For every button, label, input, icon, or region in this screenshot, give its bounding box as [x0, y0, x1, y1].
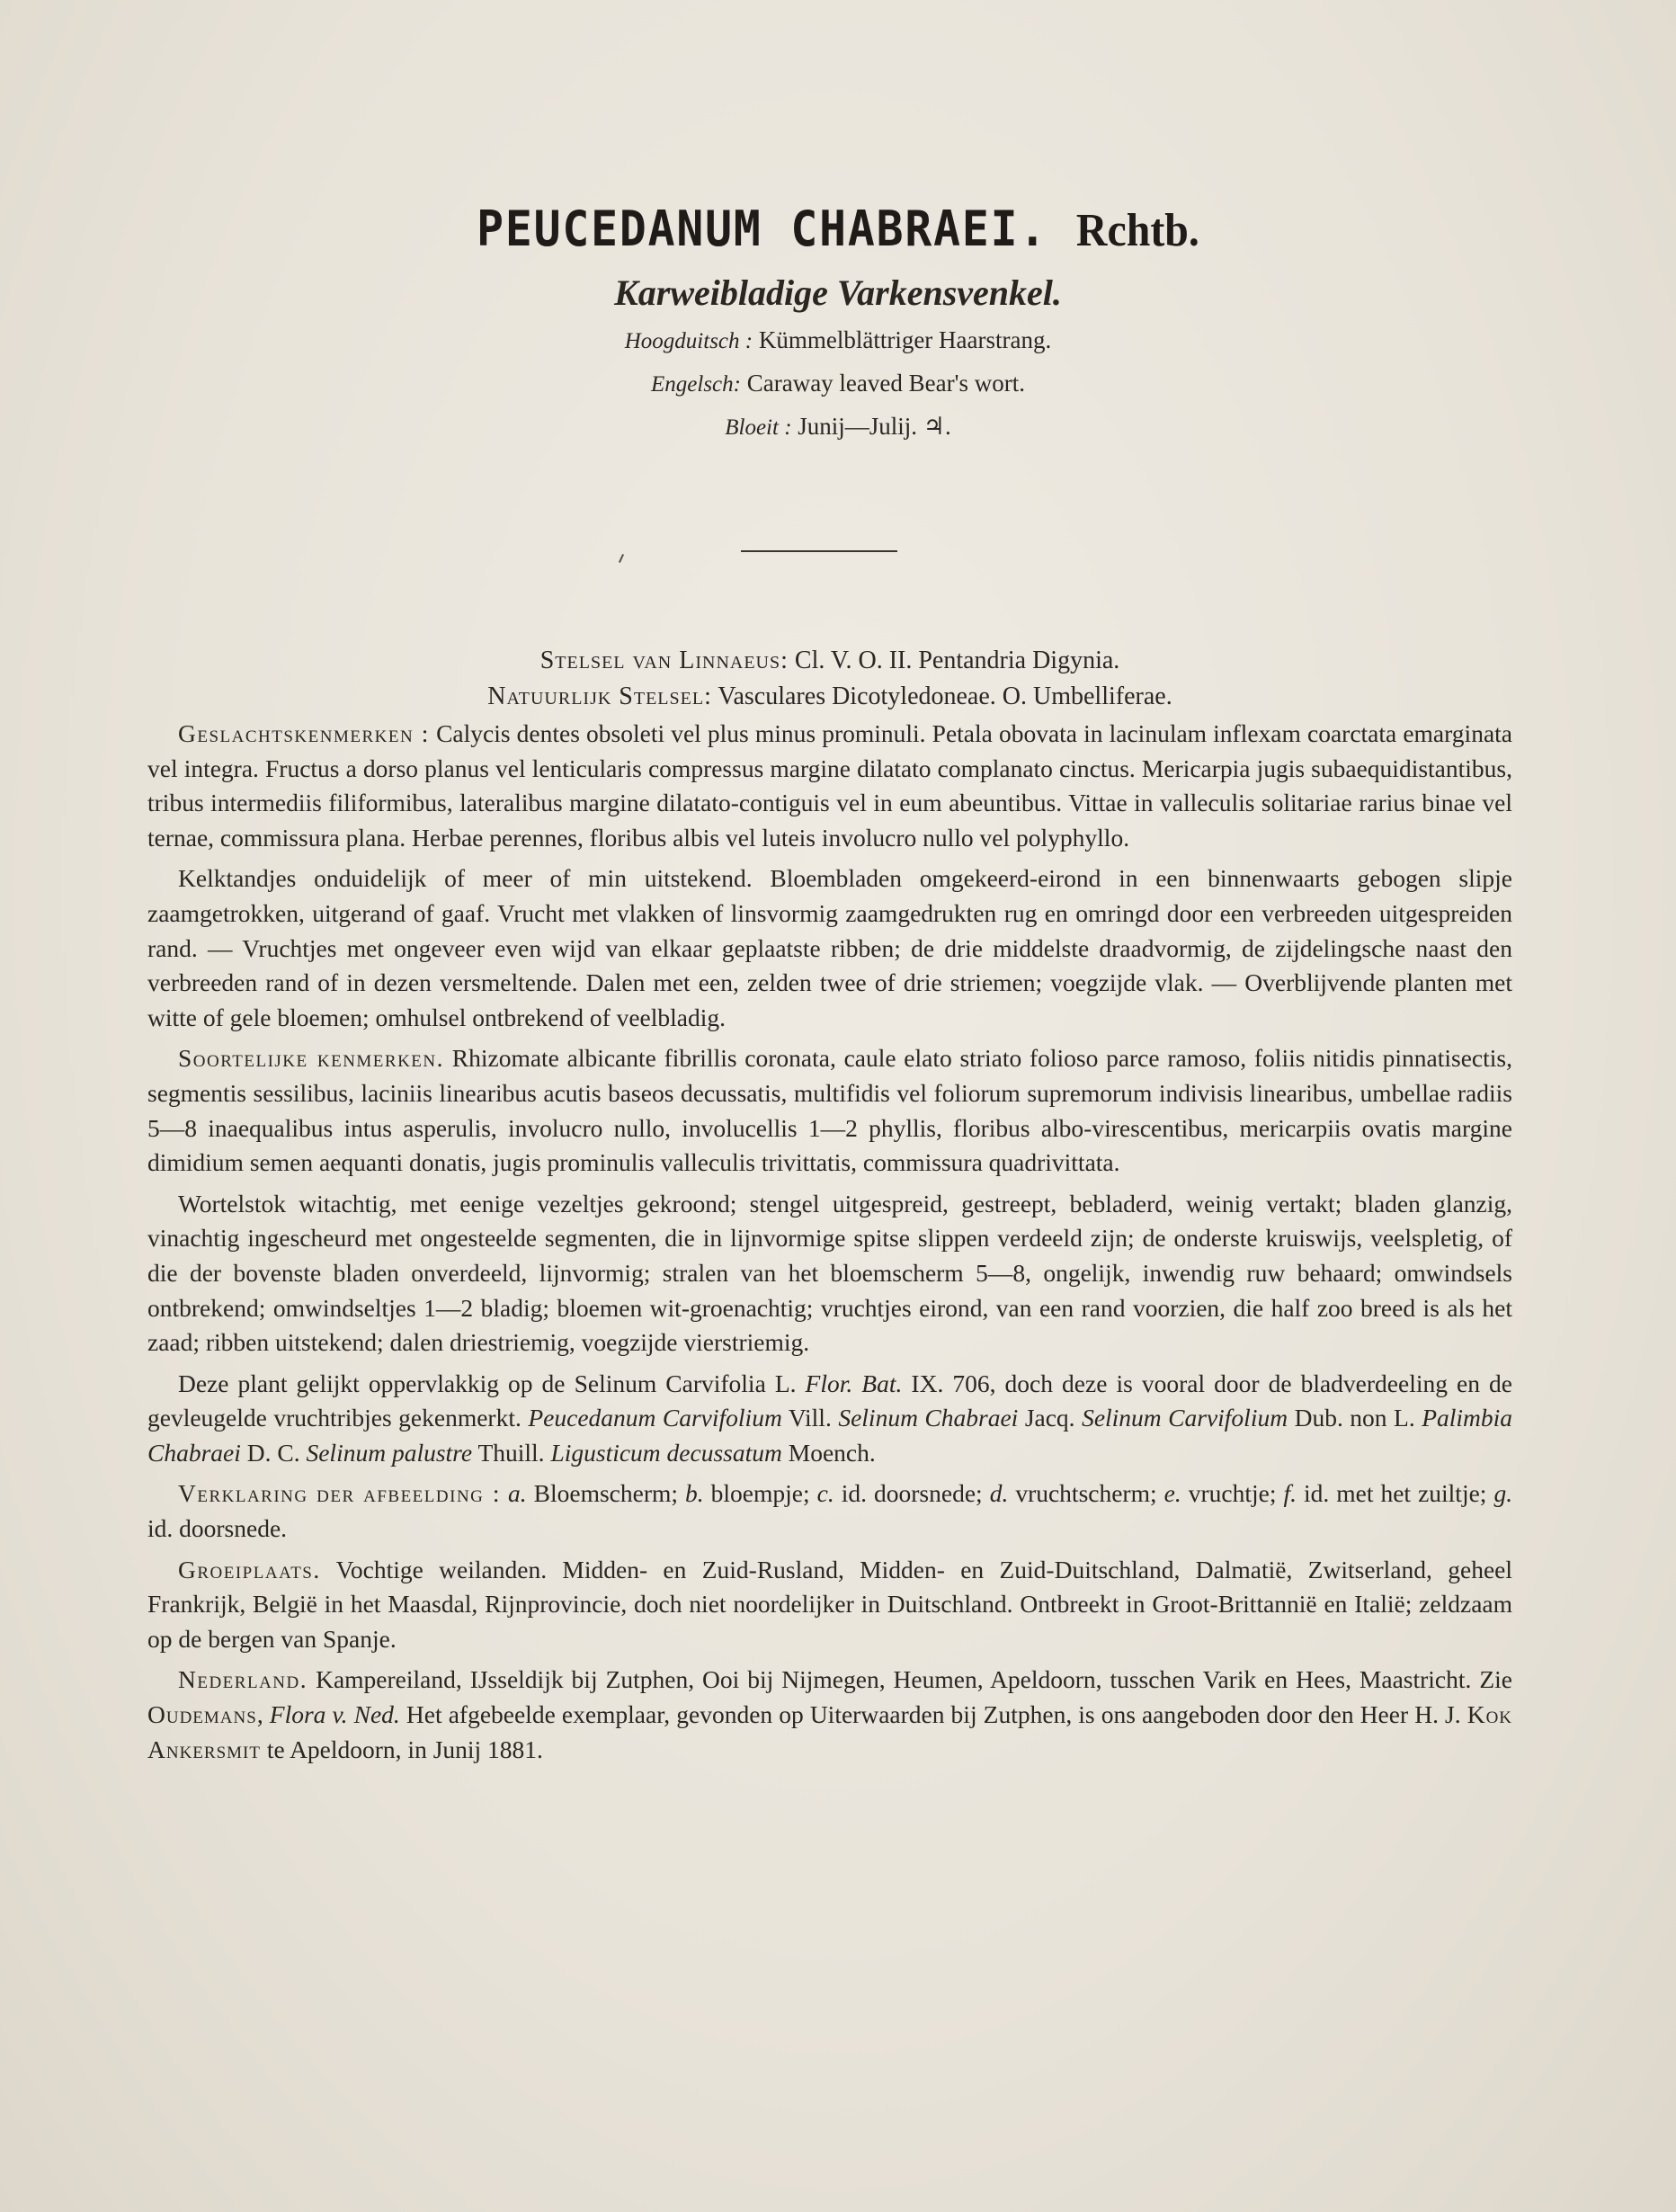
main-text [147, 643, 1512, 1773]
species-name: PEUCEDANUM CHABRAEI. [477, 201, 1048, 257]
fig-key-a: a. [508, 1479, 527, 1508]
fig-key-g: g. [1493, 1479, 1513, 1508]
bloom-line [0, 406, 1676, 449]
german-name-line [0, 319, 1676, 362]
genus-latin: Calycis dentes obsoleti vel plus minus prominuli. Petala obovata in lacinulam inflexam coarctata emarginata vel integra. Fructus a dorso planus vel lenticularis compressus margine dilatato complanato cinctus. Mericarpia jugis subaequidistantibus, tribus intermediis filiformibus, lateralibus margine dilatato-contiguis vel in eum abeuntibus. Vittae in valleculis solitariae rarius binae vel ternae, commissura plana. Herbae perennes, floribus albis vel luteis involucro nullo vel polyphyllo. [147, 719, 1512, 852]
linnaeus-value: Cl. V. O. II. Pentandria Digynia. [794, 647, 1120, 674]
genus-dutch-paragraph: Kelktandjes onduidelijk of meer of min uitstekend. Bloembladen omgekeerd-eirond in een binnenwaarts gebogen slipje zaamgetrokken, uitgerand of gaaf. Vrucht met vlakken of linsvormig zaamgedrukten rug en omringd door een verbreeden uitgespreiden rand. — Vruchtjes met ongeveer even wijd van elkaar geplaatste ribben; de drie middelste draadvormig, de zijdelingsche naast den verbreeden rand of in dezen versmeltende. Dalen met een, zelden twee of drie striemen; voegzijde vlak. — Overblijvende planten met witte of gele bloemen; omhulsel ontbrekend of veelbladig. [147, 864, 1512, 1031]
german-label: Hoogduitsch : [624, 329, 753, 353]
divider-rule [741, 550, 897, 552]
synonym-4-author: D. C. [246, 1438, 300, 1467]
fig-key-b: b. [685, 1479, 704, 1508]
comparison-text-1: Deze plant gelijkt oppervlakkig op de Selinum Carvifolia L. [178, 1369, 797, 1397]
fig-text-d: vruchtscherm; [1015, 1479, 1157, 1508]
habitat-paragraph [147, 1553, 1512, 1657]
species-latin: Rhizomate albicante fibrillis coronata, caule elato striato folioso parce ramoso, foliis nitidis pinnatisectis, segmentis sessilibus, laciniis linearibus acutis baseos decussatis, multifidis vel foliorum supremorum indivisis linearibus, umbellae radiis 5—8 inaequalibus intus asperulis, involucro nullo, involucellis 1—2 phyllis, floribus albo-virescentibus, mericarpiis ovatis margine dimidium semen aequanti donatis, jugis prominulis valleculis trivittatis, commissura quadrivittata. [147, 1044, 1512, 1177]
bloom-label: Bloeit : [725, 415, 792, 440]
header [0, 193, 1676, 449]
comparison-ref-flora: Flor. Bat. [805, 1369, 903, 1397]
fig-text-e: vruchtje; [1188, 1479, 1277, 1508]
figure-legend-paragraph [147, 1476, 1512, 1546]
genus-label: Geslachtskenmerken : [178, 719, 430, 747]
synonym-6-author: Moench. [788, 1438, 876, 1467]
synonym-1-author: Vill. [788, 1404, 832, 1432]
fig-key-c: c. [816, 1479, 834, 1508]
netherlands-text-1: Kampereiland, IJsseldijk bij Zutphen, Ooi bij Nijmegen, Heumen, Apeldoorn, tusschen Varik en Hees, Maastricht. Zie [316, 1665, 1512, 1694]
netherlands-paragraph: Nederland. Kampereiland, IJsseldijk bij Zutphen, Ooi bij Nijmegen, Heumen, Apeldoorn, tusschen Varik en Hees, Maastricht. Zie Oudemans, Flora v. Ned. Het afgebeelde exemplaar, gevonden op Uiterwaarden bij Zutphen, is ons aangeboden door den Heer H. J. Kok Ankersmit te Apeldoorn, in Junij 1881. [147, 1665, 1513, 1763]
fig-text-g: id. doorsnede. [147, 1514, 288, 1543]
habitat-text: Vochtige weilanden. Midden- en Zuid-Rusland, Midden- en Zuid-Duitschland, Dalmatië, Zwitserland, geheel Frankrijk, België in het Maasdal, Rijnprovincie, doch niet noordelijker in Duitschland. Ontbreekt in Groot-Brittannië en Italië; zeldzaam op de bergen van Spanje. [147, 1555, 1512, 1653]
ref-flora-ned: Flora v. Ned. [269, 1700, 400, 1729]
donor-name: Kok Ankersmit [147, 1700, 1513, 1763]
fig-text-c: id. doorsnede; [841, 1479, 983, 1508]
netherlands-label: Nederland. [178, 1665, 308, 1694]
linnaeus-label: Stelsel van Linnaeus: [539, 647, 789, 674]
fig-key-e: e. [1163, 1479, 1181, 1508]
natural-value: Vasculares Dicotyledoneae. O. Umbelliferae. [718, 682, 1172, 710]
species-latin-paragraph [147, 1041, 1512, 1180]
synonym-5: Selinum palustre [306, 1438, 473, 1467]
natural-label: Natuurlijk Stelsel: [487, 682, 712, 710]
synonym-1: Peucedanum Carvifolium [528, 1404, 782, 1432]
synonym-5-author: Thuill. [477, 1438, 545, 1467]
synonym-6: Ligusticum decussatum [550, 1438, 782, 1467]
comparison-text-2: IX. 706, doch deze is vooral door de bladverdeeling en de gevleugelde vruchtribjes gekenmerkt. [147, 1369, 1512, 1432]
synonym-3-author: Dub. non L. [1294, 1404, 1415, 1432]
bloom-value: Junij—Julij. ♃. [798, 413, 951, 440]
linnaeus-system [147, 643, 1512, 679]
species-label: Soortelijke kenmerken. [178, 1044, 445, 1073]
genus-latin-paragraph [147, 717, 1512, 855]
synonym-3: Selinum Carvifolium [1082, 1404, 1288, 1432]
comparison-paragraph [147, 1367, 1512, 1471]
english-name: Caraway leaved Bear's wort. [746, 370, 1025, 397]
netherlands-text-3: te Apeldoorn, in Junij 1881. [266, 1735, 543, 1763]
fig-text-f: id. met het zuiltje; [1303, 1479, 1487, 1508]
synonym-2-author: Jacq. [1024, 1404, 1075, 1432]
netherlands-text-2: Het afgebeelde exemplaar, gevonden op Uiterwaarden bij Zutphen, is ons aangeboden door den Heer H. J. [406, 1700, 1461, 1729]
stray-mark [619, 554, 624, 563]
synonym-2: Selinum Chabraei [838, 1404, 1019, 1432]
synonym-4: Palimbia Chabraei [147, 1404, 1513, 1467]
species-dutch-paragraph: Wortelstok witachtig, met eenige vezeltjes gekroond; stengel uitgespreid, gestreept, bebladerd, weinig vertakt; bladen glanzig, vinachtig ingescheurd met ongesteelde segmenten, die in lijnvormige spitse slippen verdeeld zijn; de onderste kruiswijs, veelspletig, of die der bovenste bladen onverdeeld, lijnvormig; stralen van het bloemscherm 5—8, ongelijk, inwendig ruw behaard; omwindsels ontbrekend; omwindseltjes 1—2 bladig; bloemen wit-groenachtig; vruchtjes eirond, van een rand voorzien, die half zoo breed is als het zaad; ribben uitstekend; dalen driestriemig, voegzijde vierstriemig. [147, 1189, 1512, 1357]
page-title [67, 193, 1609, 267]
fig-key-d: d. [989, 1479, 1009, 1508]
habitat-label: Groeiplaats. [178, 1555, 321, 1583]
fig-text-a: Bloemscherm; [533, 1479, 679, 1508]
german-name: Kümmelblättriger Haarstrang. [758, 326, 1052, 353]
english-label: Engelsch: [651, 372, 741, 397]
fig-key-f: f. [1283, 1479, 1297, 1508]
fig-text-b: bloempje; [710, 1479, 810, 1508]
natural-system [147, 679, 1512, 715]
author-abbrev: Rchtb. [1075, 205, 1199, 256]
english-name-line [0, 362, 1676, 406]
ref-oudemans: Oudemans [147, 1700, 257, 1729]
dutch-name: Karweibladige Varkensvenkel. [614, 272, 1062, 313]
figure-legend-label: Verklaring der afbeelding : [178, 1479, 502, 1508]
